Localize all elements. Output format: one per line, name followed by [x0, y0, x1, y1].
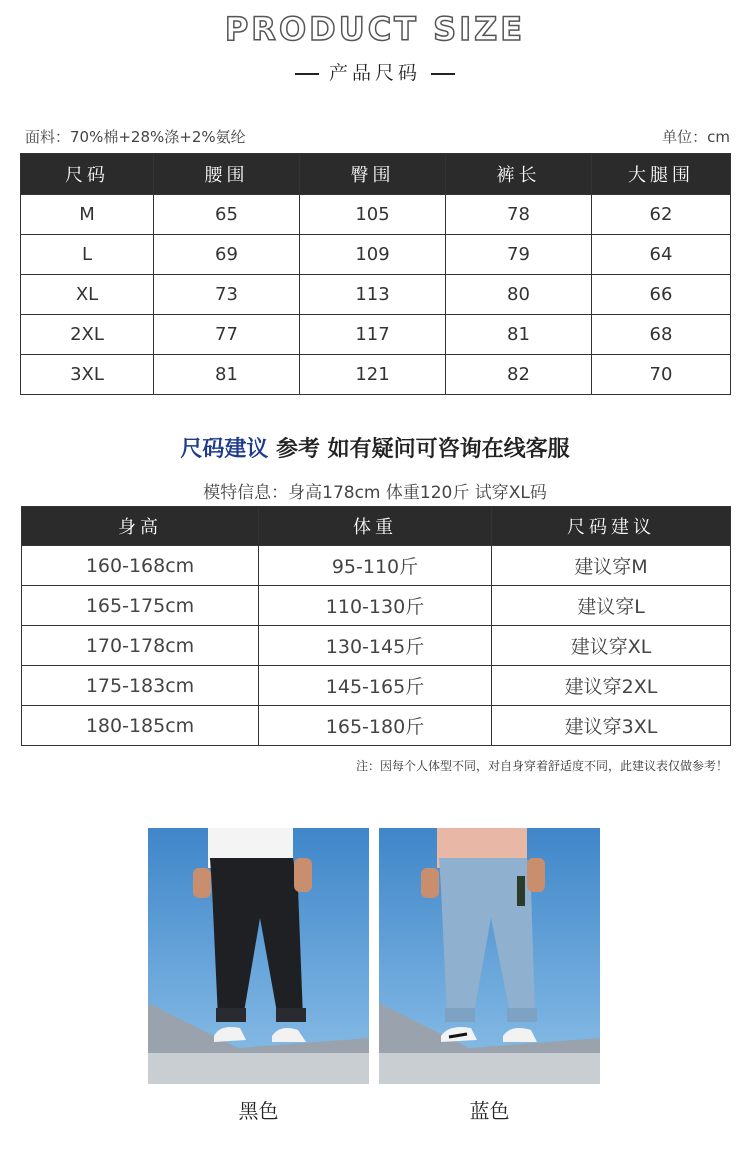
cell-length: 81	[446, 315, 592, 355]
table-row	[21, 275, 731, 315]
size-chart-header-row	[21, 154, 731, 195]
header-suggestion: 尺码建议	[492, 507, 731, 546]
cell-suggestion: 建议穿M	[492, 546, 731, 586]
cell-length: 80	[446, 275, 592, 315]
cell-height: 165-175cm	[22, 586, 259, 626]
size-advice-highlight: 尺码建议	[180, 437, 269, 462]
unit-label: 单位：cm	[662, 128, 730, 146]
size-chart-table	[20, 153, 731, 395]
table-row	[22, 626, 731, 666]
title-english: PRODUCT SIZE	[224, 10, 526, 48]
cell-size: L	[21, 235, 154, 275]
cell-waist: 69	[154, 235, 300, 275]
cell-length: 82	[446, 355, 592, 395]
size-advice-rest: 参考 如有疑问可咨询在线客服	[276, 437, 570, 462]
table-row	[22, 666, 731, 706]
table-row	[22, 586, 731, 626]
cell-weight: 165-180斤	[259, 706, 492, 746]
cell-hip: 121	[300, 355, 446, 395]
header-hip: 臀围	[300, 154, 446, 195]
cell-weight: 145-165斤	[259, 666, 492, 706]
header-weight: 体重	[259, 507, 492, 546]
header-height: 身高	[22, 507, 259, 546]
cell-hip: 105	[300, 195, 446, 235]
size-advice-title	[0, 432, 750, 463]
cell-hip: 113	[300, 275, 446, 315]
cell-waist: 65	[154, 195, 300, 235]
table-row	[21, 355, 731, 395]
blue-pants-photo	[379, 828, 600, 1084]
cell-height: 170-178cm	[22, 626, 259, 666]
model-info: 模特信息：身高178cm 体重120斤 试穿XL码	[203, 483, 547, 503]
cell-thigh: 68	[592, 315, 731, 355]
cell-length: 79	[446, 235, 592, 275]
cell-size: 3XL	[21, 355, 154, 395]
cell-hip: 109	[300, 235, 446, 275]
cell-thigh: 62	[592, 195, 731, 235]
recommendation-header-row	[22, 507, 731, 546]
table-row	[22, 706, 731, 746]
cell-waist: 73	[154, 275, 300, 315]
header-size: 尺码	[21, 154, 154, 195]
cell-height: 160-168cm	[22, 546, 259, 586]
header-waist: 腰围	[154, 154, 300, 195]
header-length: 裤长	[446, 154, 592, 195]
fabric-material: 面料：70%棉+28%涤+2%氨纶	[25, 128, 246, 146]
black-color-caption: 黑色	[238, 1099, 279, 1123]
cell-size: 2XL	[21, 315, 154, 355]
cell-suggestion: 建议穿3XL	[492, 706, 731, 746]
table-row	[21, 315, 731, 355]
cell-weight: 95-110斤	[259, 546, 492, 586]
cell-weight: 130-145斤	[259, 626, 492, 666]
cell-waist: 81	[154, 355, 300, 395]
cell-thigh: 66	[592, 275, 731, 315]
title-chinese-text: 产品尺码	[328, 62, 421, 84]
header-thigh: 大腿围	[592, 154, 731, 195]
black-pants-photo	[148, 828, 369, 1084]
cell-length: 78	[446, 195, 592, 235]
size-recommendation-table	[21, 506, 731, 746]
cell-hip: 117	[300, 315, 446, 355]
cell-size: XL	[21, 275, 154, 315]
cell-thigh: 64	[592, 235, 731, 275]
table-row	[22, 546, 731, 586]
left-dash-divider	[295, 73, 319, 75]
title-chinese	[0, 58, 750, 85]
cell-waist: 77	[154, 315, 300, 355]
cell-suggestion: 建议穿XL	[492, 626, 731, 666]
table-row	[21, 235, 731, 275]
cell-thigh: 70	[592, 355, 731, 395]
disclaimer-note: 注：因每个人体型不同，对自身穿着舒适度不同，此建议表仅做参考！	[355, 759, 728, 773]
cell-size: M	[21, 195, 154, 235]
right-dash-divider	[431, 73, 455, 75]
cell-height: 180-185cm	[22, 706, 259, 746]
cell-suggestion: 建议穿L	[492, 586, 731, 626]
cell-weight: 110-130斤	[259, 586, 492, 626]
cell-suggestion: 建议穿2XL	[492, 666, 731, 706]
blue-color-caption: 蓝色	[469, 1099, 510, 1123]
cell-height: 175-183cm	[22, 666, 259, 706]
table-row	[21, 195, 731, 235]
